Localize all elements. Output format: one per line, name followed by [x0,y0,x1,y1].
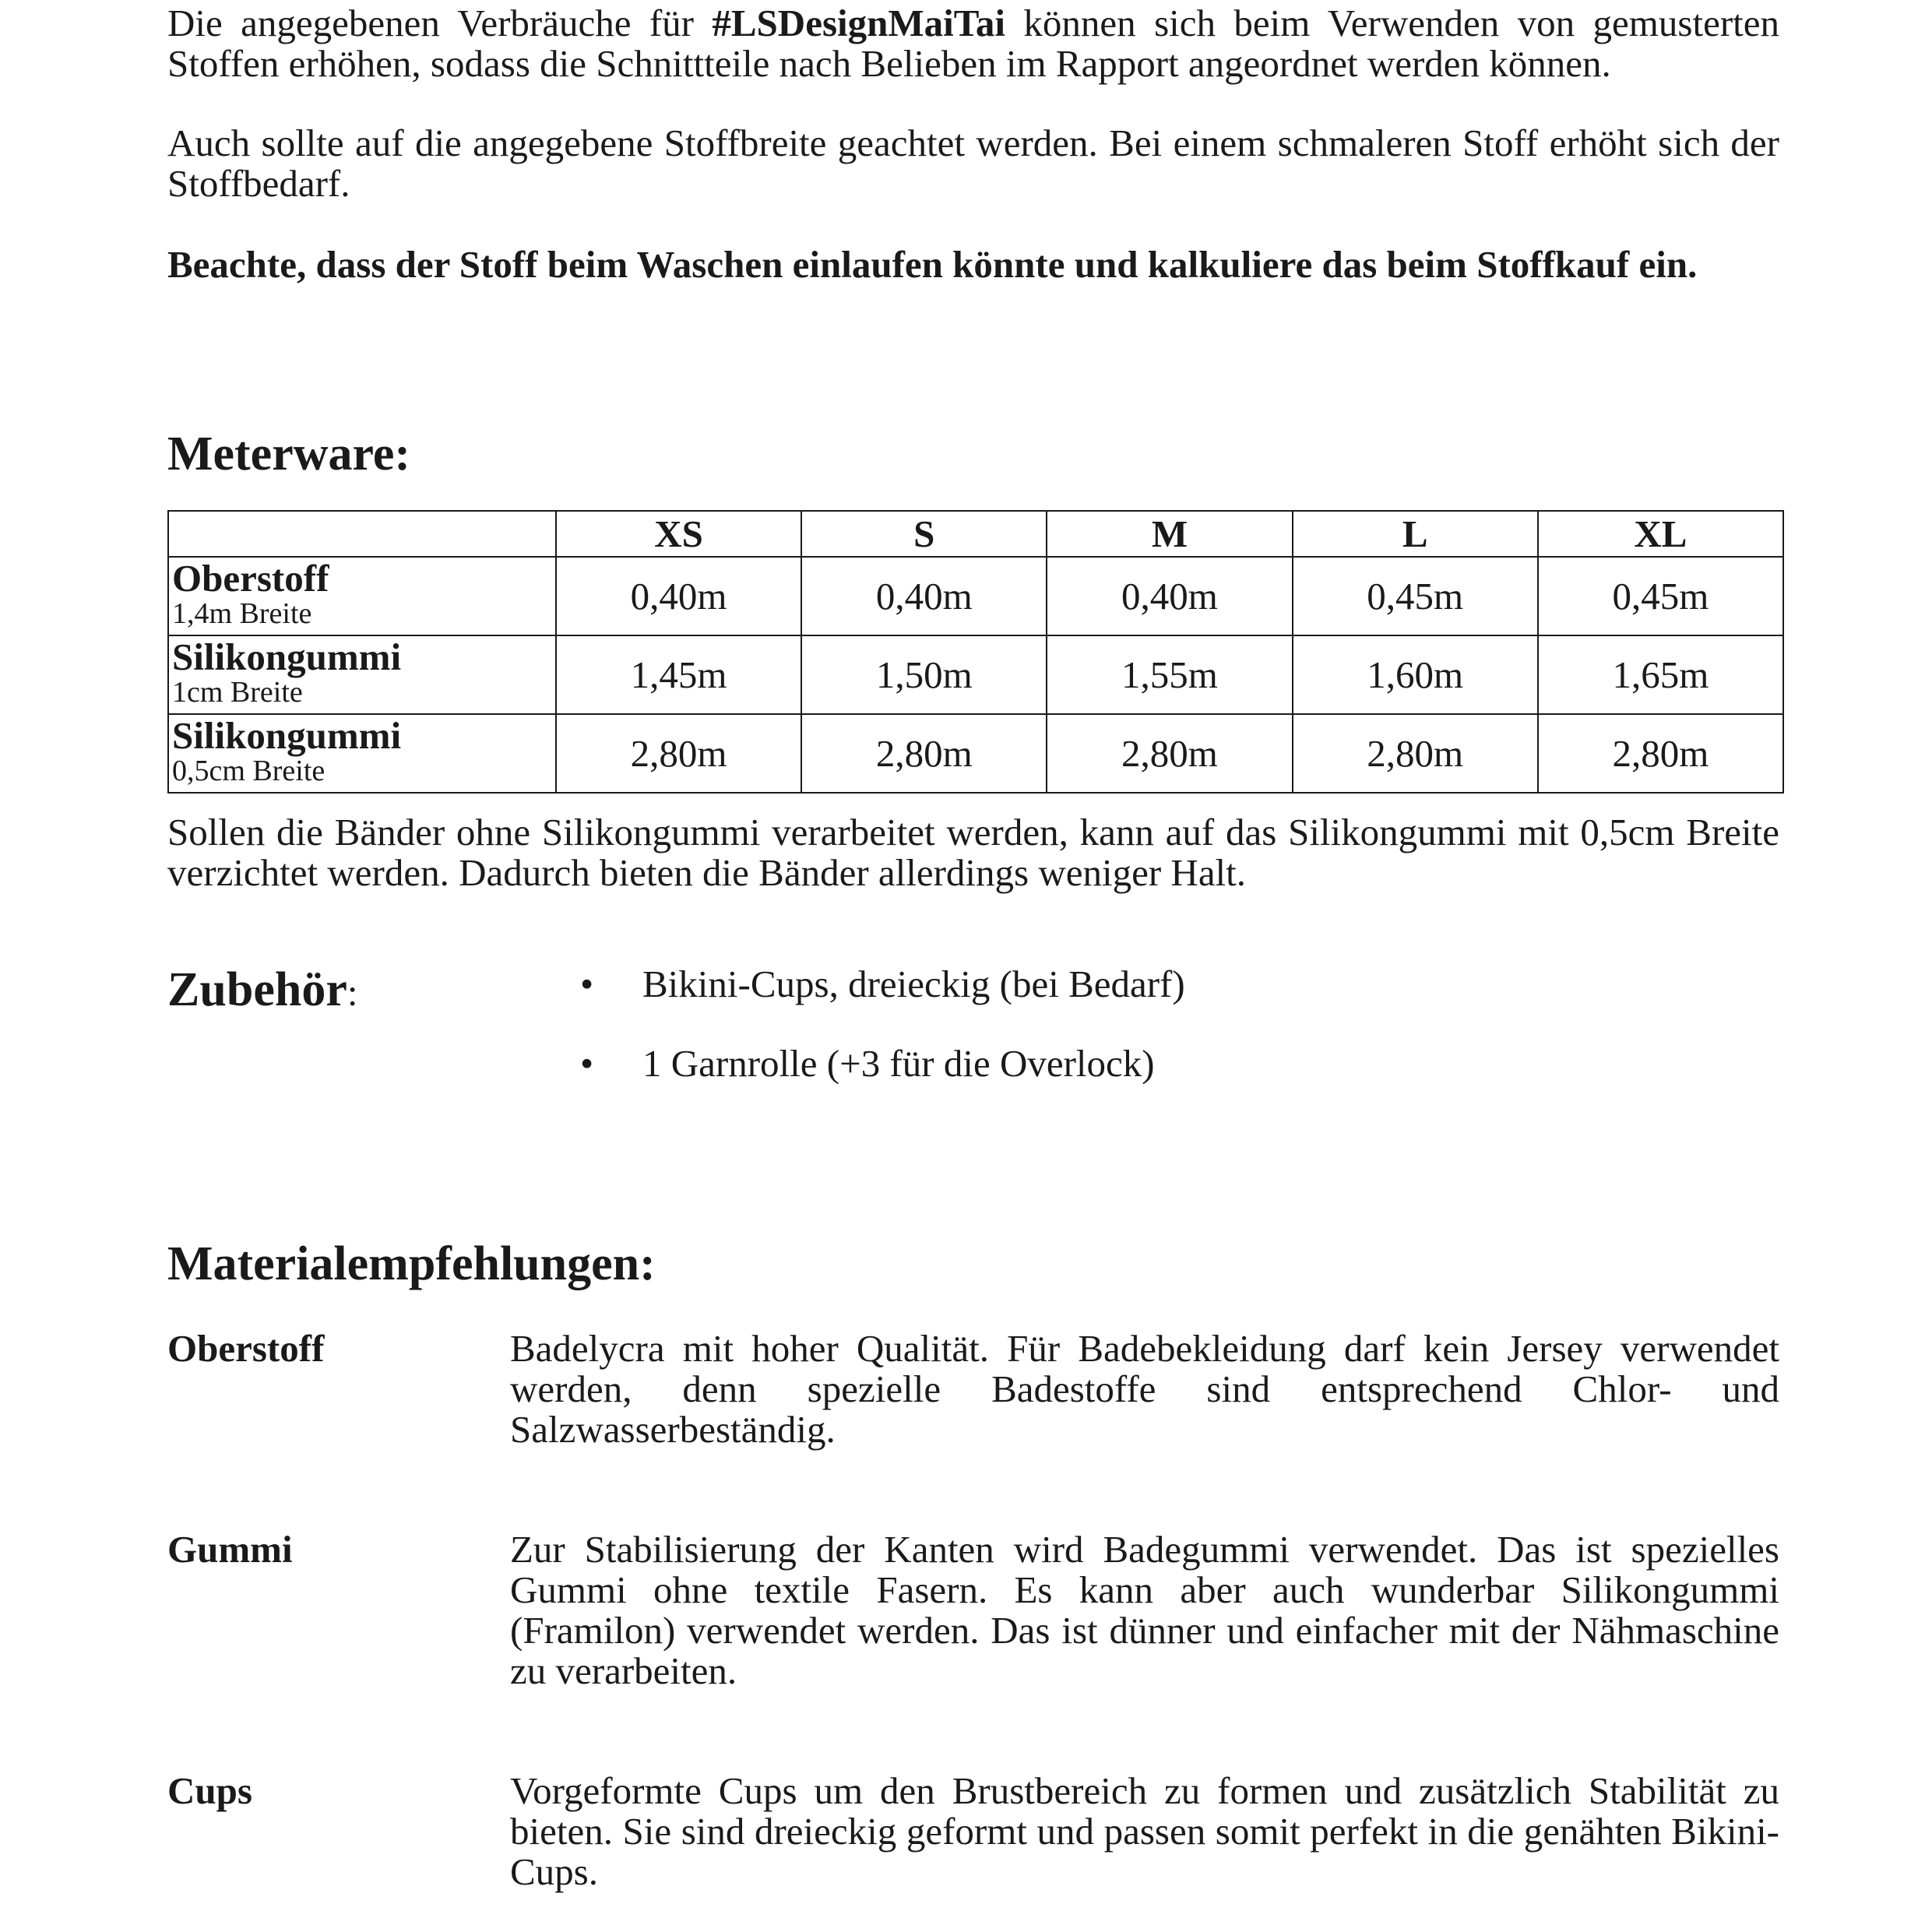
zubehoer-colon: : [347,971,358,1014]
table-cell: 1,65m [1538,635,1783,714]
material-description: Zur Stabilisierung der Kanten wird Badegummi verwendet. Das ist spezielles Gummi ohne textile Fasern. Es kann aber auch wunderbar Silikongummi (Framilon) verwendet werden. Das ist dünner und einfacher mit der Nähmaschine zu verarbeiten. [510,1528,1779,1692]
table-cell: 1,50m [801,635,1047,714]
table-cell: 0,40m [556,557,801,635]
intro-line-2: Stoffen erhöhen, sodass die Schnittteile nach Belieben im Rapport angeordnet werden können. [167,42,1611,85]
pattern-hashtag: #LSDesignMaiTai [712,2,1006,44]
table-cell: 2,80m [1538,714,1783,793]
size-header: S [801,511,1047,557]
intro-paragraph-2: Auch sollte auf die angegebene Stoffbreite geachtet werden. Bei einem schmaleren Stoff erhöht sich der Stoffbedarf. [167,121,1779,205]
list-item [580,964,1185,1005]
material-heading: Materialempfehlungen: [167,1237,656,1290]
size-header: L [1293,511,1538,557]
row-header [168,714,556,793]
material-term: Oberstoff [167,1327,325,1370]
size-header: XL [1538,511,1783,557]
intro-line-1 [167,3,1779,44]
material-width: 1cm Breite [172,676,303,709]
material-width: 0,5cm Breite [172,755,326,787]
material-name: Oberstoff [172,557,329,600]
list-item [580,1043,1185,1084]
table-cell: 1,60m [1293,635,1538,714]
size-header: XS [556,511,801,557]
table-cell: 0,45m [1293,557,1538,635]
material-name: Silikongummi [172,714,402,757]
table-cell: 0,40m [1047,557,1292,635]
table-cell: 1,45m [556,635,801,714]
row-header [168,635,556,714]
table-cell: 0,40m [801,557,1047,635]
intro-text-part2: können sich beim Verwenden von gemusterten [1005,2,1780,44]
table-cell: 2,80m [1047,714,1292,793]
table-cell: 2,80m [801,714,1047,793]
intro-warning: Beachte, dass der Stoff beim Waschen einlaufen könnte und kalkuliere das beim Stoffkauf ein. [167,243,1698,286]
meterware-table [167,510,1784,794]
table-row [168,714,1783,793]
material-name: Silikongummi [172,635,402,678]
material-term: Gummi [167,1528,293,1571]
bullet-icon: • [580,962,594,1005]
material-description: Badelycra mit hoher Qualität. Für Badebekleidung darf kein Jersey verwendet werden, denn spezielle Badestoffe sind entsprechend Chlor- und Salzwasserbeständig. [510,1327,1779,1451]
table-cell: 2,80m [1293,714,1538,793]
table-corner-cell [168,511,556,557]
row-header [168,557,556,635]
material-term: Cups [167,1769,252,1812]
intro-paragraph-1 [167,3,1779,84]
accessories-list [580,964,1185,1123]
intro-text-part1: Die angegebenen Verbräuche für [167,2,713,44]
table-cell: 0,45m [1538,557,1783,635]
material-width: 1,4m Breite [172,597,312,630]
zubehoer-heading [167,962,357,1018]
table-cell: 2,80m [556,714,801,793]
meterware-heading: Meterware: [167,428,411,480]
table-header-row [168,511,1783,557]
size-header: M [1047,511,1292,557]
table-cell: 1,55m [1047,635,1292,714]
material-description: Vorgeformte Cups um den Brustbereich zu formen und zusätzlich Stabilität zu bieten. Sie sind dreieckig geformt und passen somit perfekt in die genähten Bikini-Cups. [510,1769,1779,1893]
zubehoer-heading-text: Zubehör [167,963,347,1016]
list-item-text: Bikini-Cups, dreieckig (bei Bedarf) [642,962,1185,1005]
table-row [168,557,1783,635]
table-row [168,635,1783,714]
list-item-text: 1 Garnrolle (+3 für die Overlock) [642,1042,1155,1085]
bullet-icon: • [580,1042,594,1085]
meterware-note: Sollen die Bänder ohne Silikongummi verarbeitet werden, kann auf das Silikongummi mit 0,5cm Breite verzichtet werden. Dadurch bieten die Bänder allerdings weniger Halt. [167,811,1779,894]
